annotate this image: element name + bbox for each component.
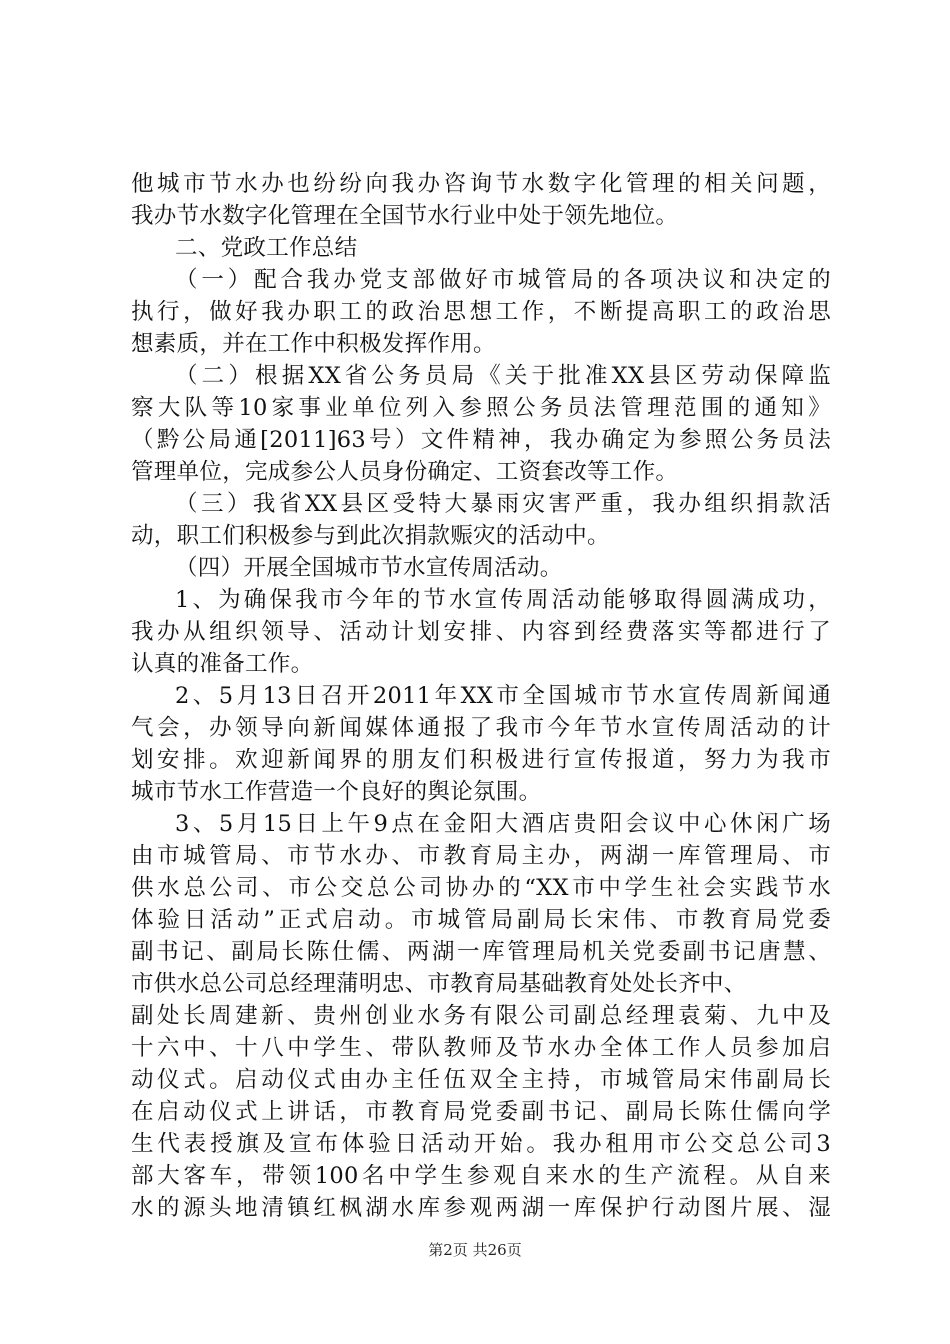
text-line: 生代表授旗及宣布体验日活动开始。我办租用市公交总公司3 — [131, 1131, 831, 1157]
text-line: 动，职工们积极参与到此次捐款赈灾的活动中。 — [131, 523, 610, 549]
text-line: 想素质，并在工作中积极发挥作用。 — [131, 331, 496, 357]
text-line: 十六中、十八中学生、带队教师及节水办全体工作人员参加启 — [131, 1035, 831, 1061]
text-line: 3、5月15日上午9点在金阳大酒店贵阳会议中心休闲广场 — [175, 811, 831, 837]
text-line: 气会，办领导向新闻媒体通报了我市今年节水宣传周活动的计 — [131, 715, 831, 741]
text-line: 划安排。欢迎新闻界的朋友们积极进行宣传报道，努力为我市 — [131, 747, 831, 773]
text-line: 我办节水数字化管理在全国节水行业中处于领先地位。 — [131, 203, 679, 229]
text-line: 他城市节水办也纷纷向我办咨询节水数字化管理的相关问题， — [131, 171, 831, 197]
text-line: 我办从组织领导、活动计划安排、内容到经费落实等都进行了 — [131, 619, 831, 645]
text-line: 二、党政工作总结 — [175, 235, 358, 261]
text-line: （三）我省XX县区受特大暴雨灾害严重，我办组织捐款活 — [175, 491, 831, 517]
text-line: 在启动仪式上讲话，市教育局党委副书记、副局长陈仕儒向学 — [131, 1099, 831, 1125]
text-line: 执行，做好我办职工的政治思想工作，不断提高职工的政治思 — [131, 299, 831, 325]
text-line: （四）开展全国城市节水宣传周活动。 — [175, 555, 563, 581]
text-line: 认真的准备工作。 — [131, 651, 314, 677]
text-line: 供水总公司、市公交总公司协办的“XX市中学生社会实践节水 — [131, 875, 831, 901]
text-line: 1、为确保我市今年的节水宣传周活动能够取得圆满成功， — [175, 587, 831, 613]
text-line: 市供水总公司总经理蒲明忠、市教育局基础教育处处长齐中、 — [131, 971, 747, 997]
page-footer: 第2页 共26页 — [428, 1241, 522, 1259]
text-line: 体验日活动”正式启动。市城管局副局长宋伟、市教育局党委 — [131, 907, 831, 933]
text-line: （黔公局通[2011]63号）文件精神，我办确定为参照公务员法 — [131, 427, 831, 453]
text-line: 动仪式。启动仪式由办主任伍双全主持，市城管局宋伟副局长 — [131, 1067, 831, 1093]
text-line: 察大队等10家事业单位列入参照公务员法管理范围的通知》 — [131, 395, 831, 421]
text-line: （一）配合我办党支部做好市城管局的各项决议和决定的 — [175, 267, 831, 293]
text-line: 由市城管局、市节水办、市教育局主办，两湖一库管理局、市 — [131, 843, 831, 869]
text-line: 水的源头地清镇红枫湖水库参观两湖一库保护行动图片展、湿 — [131, 1195, 831, 1221]
document-body — [131, 168, 831, 1224]
text-line: 副处长周建新、贵州创业水务有限公司副总经理袁菊、九中及 — [131, 1003, 831, 1029]
text-line: 城市节水工作营造一个良好的舆论氛围。 — [131, 779, 542, 805]
text-line: 部大客车，带领100名中学生参观自来水的生产流程。从自来 — [131, 1163, 831, 1189]
text-line: 2、5月13日召开2011年XX市全国城市节水宣传周新闻通 — [175, 683, 831, 709]
text-line: 管理单位，完成参公人员身份确定、工资套改等工作。 — [131, 459, 679, 485]
text-line: （二）根据XX省公务员局《关于批准XX县区劳动保障监 — [175, 363, 831, 389]
text-line: 副书记、副局长陈仕儒、两湖一库管理局机关党委副书记唐慧、 — [131, 939, 831, 965]
